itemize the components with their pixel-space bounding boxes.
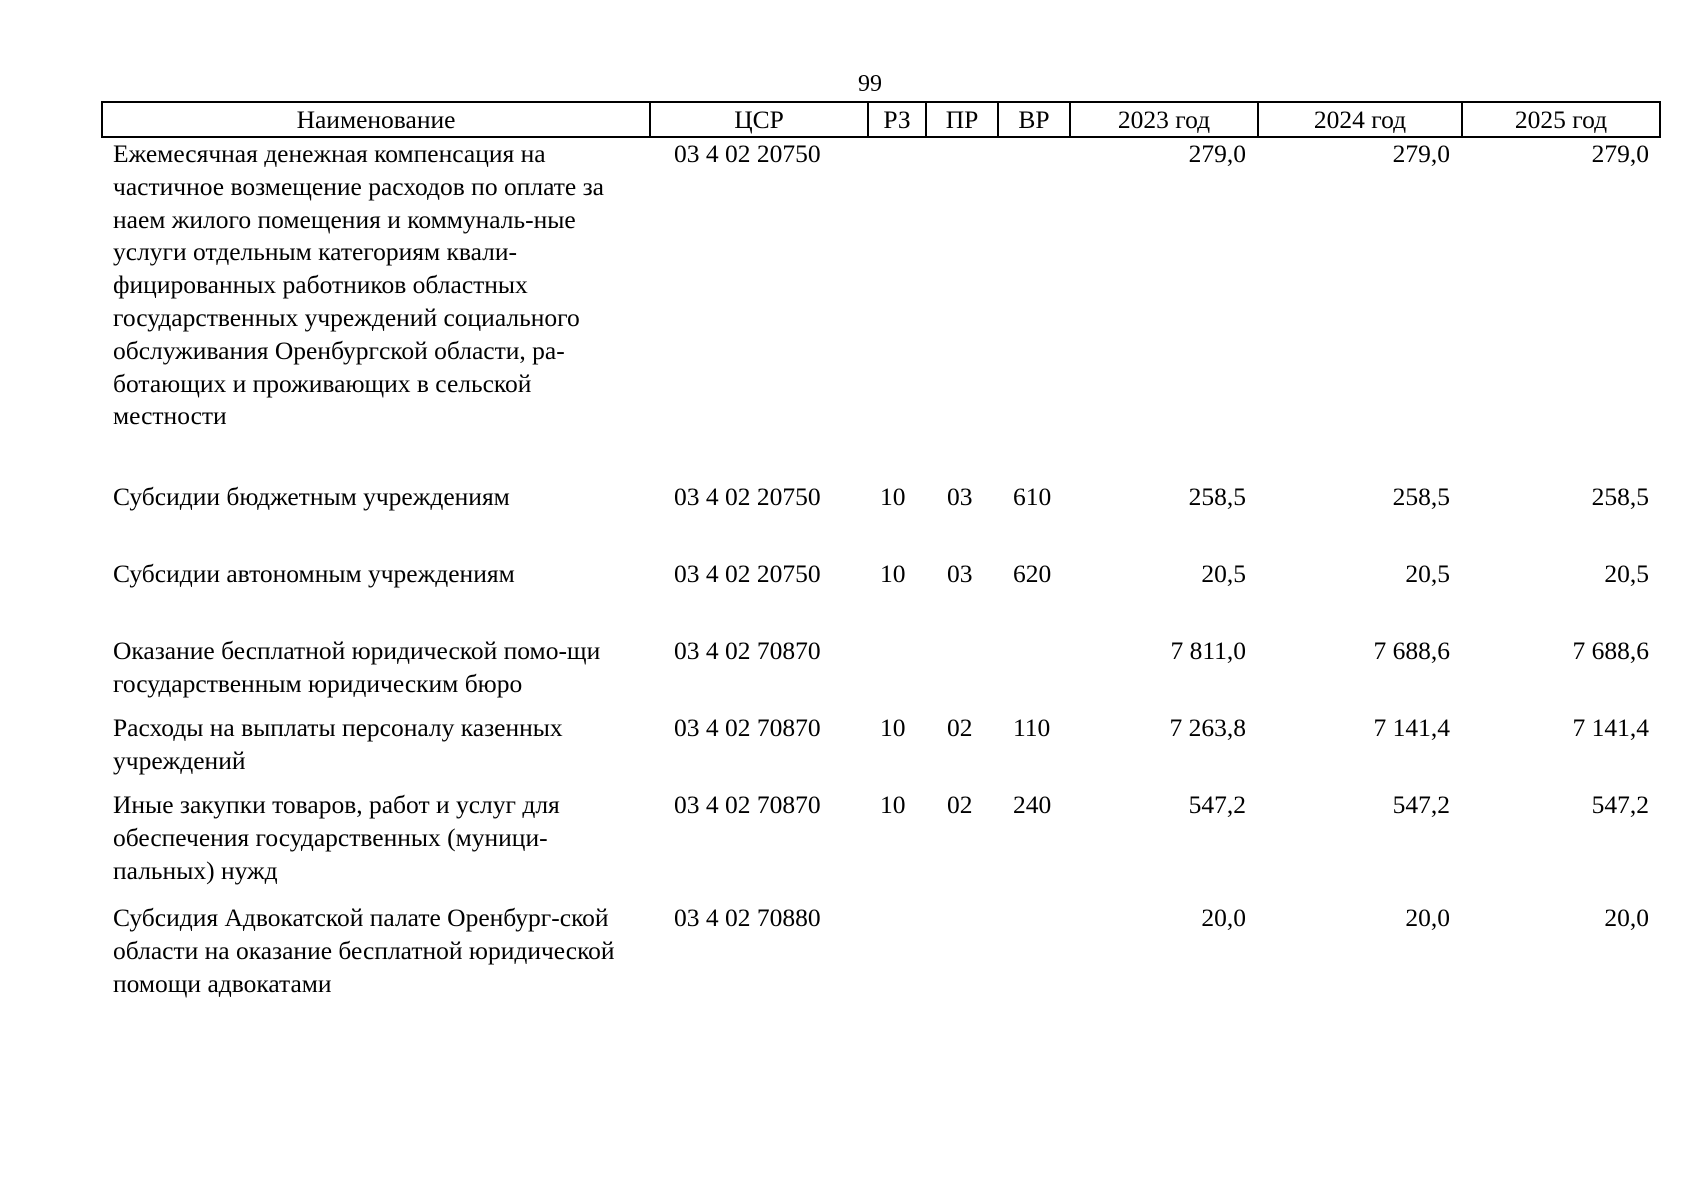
- header-rz: РЗ: [868, 102, 926, 137]
- row-2023: 258,5: [1188, 482, 1246, 511]
- row-csr: 03 4 02 20750: [674, 139, 821, 168]
- row-2025: 279,0: [1591, 139, 1649, 168]
- row-2023: 20,5: [1201, 559, 1246, 588]
- row-name: Субсидия Адвокатской палате Оренбург-ской области на оказание бесплатной юридической помощи адвокатами: [113, 903, 615, 998]
- row-2024: 258,5: [1392, 482, 1450, 511]
- header-vr: ВР: [998, 102, 1070, 137]
- row-vr: [998, 635, 1070, 712]
- row-2024: 279,0: [1392, 139, 1450, 168]
- row-csr: 03 4 02 20750: [674, 482, 821, 511]
- row-name: Иные закупки товаров, работ и услуг для обеспечения государственных (муници-пальных) нужд: [113, 790, 560, 885]
- row-2024: 7 141,4: [1373, 713, 1450, 742]
- row-pr: 03: [947, 559, 973, 588]
- row-vr: 610: [1013, 482, 1052, 511]
- header-2024: 2024 год: [1258, 102, 1462, 137]
- header-name: Наименование: [102, 102, 650, 137]
- row-name: Оказание бесплатной юридической помо-щи государственным юридическим бюро: [113, 636, 601, 698]
- header-pr: ПР: [926, 102, 998, 137]
- row-name: Ежемесячная денежная компенсация на частичное возмещение расходов по оплате за наем жилого помещения и коммуналь-ные услуги отдельным категориям квали-фицированных работников областных государственных учреждений социального обслуживания Оренбургской области, ра-ботающих и проживающих в сельской местности: [113, 139, 604, 431]
- header-2023: 2023 год: [1070, 102, 1258, 137]
- row-csr: 03 4 02 20750: [674, 559, 821, 588]
- row-vr: [998, 902, 1070, 1012]
- table-row: [102, 712, 1660, 789]
- row-rz: 10: [880, 713, 906, 742]
- row-2025: 20,5: [1604, 559, 1649, 588]
- row-pr: 03: [947, 482, 973, 511]
- row-csr: 03 4 02 70870: [674, 713, 821, 742]
- row-rz: [868, 902, 926, 1012]
- row-2025: 258,5: [1591, 482, 1649, 511]
- table-row: [102, 789, 1660, 902]
- table-header-row: [102, 102, 1660, 137]
- row-2023: 7 263,8: [1169, 713, 1246, 742]
- row-name: Субсидии автономным учреждениям: [113, 559, 515, 588]
- row-pr: [926, 635, 998, 712]
- row-vr: 110: [1013, 713, 1051, 742]
- row-vr: 620: [1013, 559, 1052, 588]
- table-row: [102, 558, 1660, 635]
- row-2024: 20,0: [1405, 903, 1450, 932]
- table-row: [102, 635, 1660, 712]
- row-2025: 547,2: [1591, 790, 1649, 819]
- row-pr: [926, 902, 998, 1012]
- row-rz: [868, 137, 926, 481]
- row-rz: [868, 635, 926, 712]
- row-pr: 02: [947, 790, 973, 819]
- table-row: [102, 137, 1660, 481]
- row-csr: 03 4 02 70870: [674, 790, 821, 819]
- row-pr: 02: [947, 713, 973, 742]
- header-csr: ЦСР: [650, 102, 868, 137]
- row-2025: 7 688,6: [1572, 636, 1649, 665]
- row-rz: 10: [880, 559, 906, 588]
- page-number: 99: [858, 71, 882, 97]
- row-2023: 547,2: [1188, 790, 1246, 819]
- row-name: Расходы на выплаты персоналу казенных учреждений: [113, 713, 563, 775]
- row-csr: 03 4 02 70880: [674, 903, 821, 932]
- header-2025: 2025 год: [1462, 102, 1660, 137]
- row-csr: 03 4 02 70870: [674, 636, 821, 665]
- row-vr: [998, 137, 1070, 481]
- row-2023: 7 811,0: [1170, 636, 1246, 665]
- row-2024: 547,2: [1392, 790, 1450, 819]
- row-2024: 7 688,6: [1373, 636, 1450, 665]
- row-2023: 279,0: [1188, 139, 1246, 168]
- row-2025: 20,0: [1604, 903, 1649, 932]
- row-pr: [926, 137, 998, 481]
- row-name: Субсидии бюджетным учреждениям: [113, 482, 510, 511]
- row-rz: 10: [880, 482, 906, 511]
- row-2024: 20,5: [1405, 559, 1450, 588]
- table-row: [102, 481, 1660, 558]
- budget-table: [101, 101, 1661, 1012]
- table-row: [102, 902, 1660, 1012]
- row-vr: 240: [1013, 790, 1052, 819]
- row-2023: 20,0: [1201, 903, 1246, 932]
- row-2025: 7 141,4: [1572, 713, 1649, 742]
- row-rz: 10: [880, 790, 906, 819]
